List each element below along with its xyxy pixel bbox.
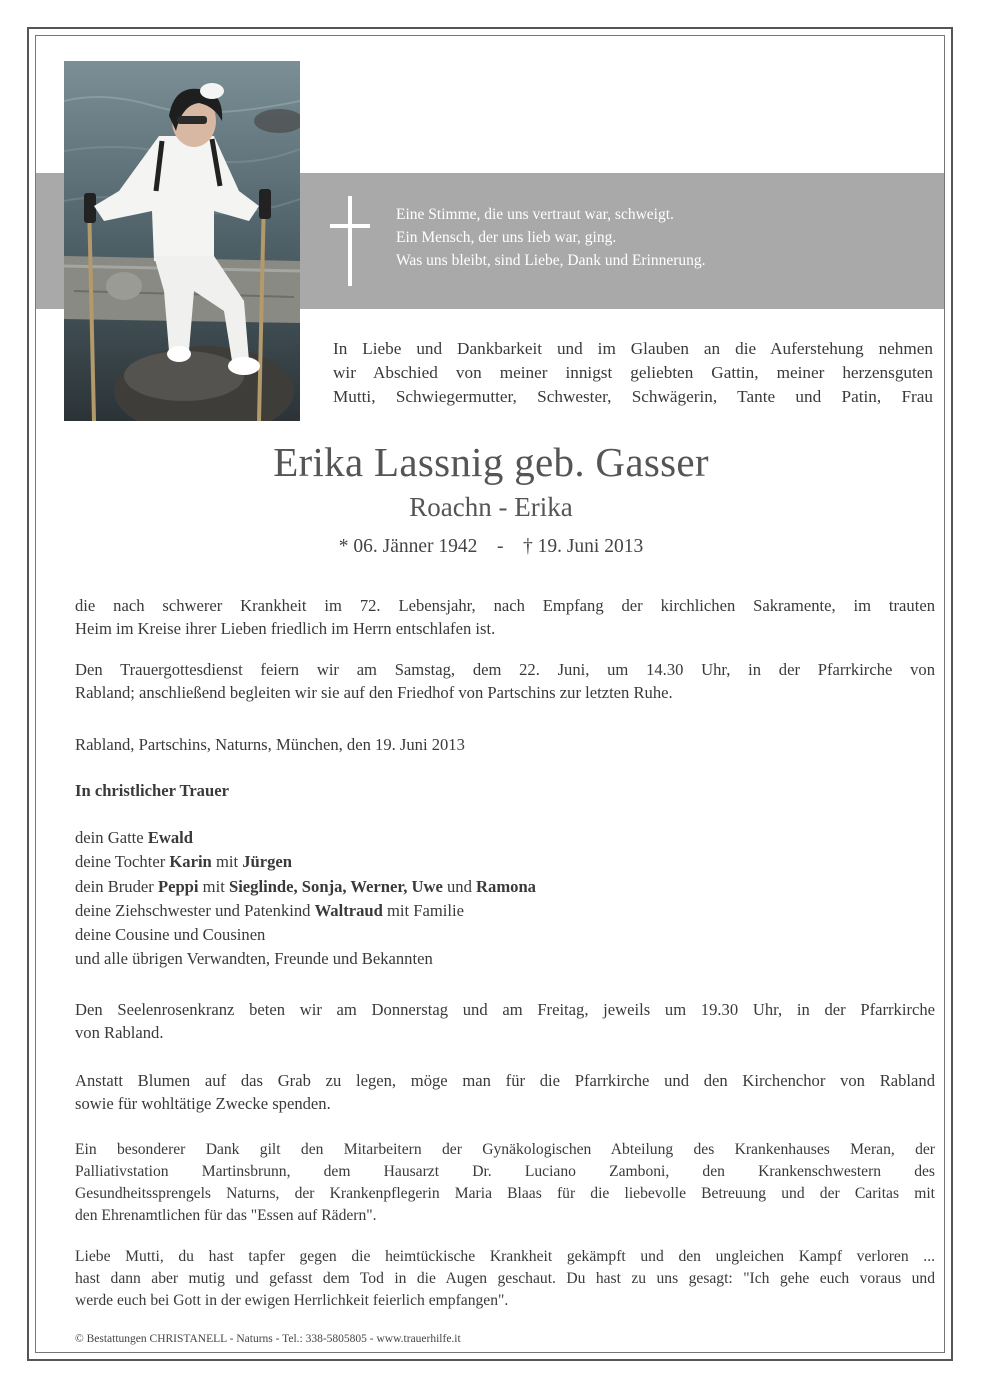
mourning-heading: In christlicher Trauer bbox=[75, 781, 229, 800]
family-text: mit Familie bbox=[382, 900, 464, 920]
paragraph-line: Gesundheitssprengels Naturns, der Krankenpflegerin Maria Blaas für die liebevolle Betreuung und der Caritas mit bbox=[75, 1185, 935, 1202]
family-name: Ewald bbox=[147, 828, 193, 847]
rosary-paragraph bbox=[75, 998, 935, 1044]
date-separator: - bbox=[496, 536, 504, 557]
family-line-cousins: deine Cousine und Cousinen bbox=[75, 925, 266, 945]
footer-credit: © Bestattungen CHRISTANELL - Naturns - Tel.: 338-5805805 - www.trauerhilfe.it bbox=[75, 1333, 461, 1345]
family-text: mit bbox=[211, 852, 243, 872]
poem-line: Ein Mensch, der uns lieb war, ging. bbox=[396, 229, 617, 246]
paragraph-line: Liebe Mutti, du hast tapfer gegen die heimtückische Krankheit gekämpft und den ungleichen Kampf verloren ... bbox=[75, 1248, 935, 1265]
death-date: † 19. Juni 2013 bbox=[522, 536, 644, 557]
service-paragraph bbox=[75, 658, 935, 704]
intro-line: Mutti, Schwiegermutter, Schwester, Schwägerin, Tante und Patin, Frau bbox=[333, 387, 933, 406]
birth-date: * 06. Jänner 1942 bbox=[338, 536, 478, 557]
paragraph-line: Den Trauergottesdienst feiern wir am Samstag, dem 22. Juni, um 14.30 Uhr, in der Pfarrkirche von bbox=[75, 660, 935, 679]
thanks-paragraph bbox=[75, 1139, 935, 1227]
flowers-paragraph bbox=[75, 1069, 935, 1115]
paragraph-line: Heim im Kreise ihrer Lieben friedlich im Herrn entschlafen ist. bbox=[75, 619, 496, 638]
intro-line: wir Abschied von meiner innigst geliebten Gattin, meiner herzensguten bbox=[333, 363, 933, 382]
family-name: Karin bbox=[169, 852, 212, 872]
life-dates bbox=[0, 536, 982, 558]
paragraph-line: Anstatt Blumen auf das Grab zu legen, möge man für die Pfarrkirche und den Kirchenchor von Rabland bbox=[75, 1071, 935, 1090]
poem-line: Eine Stimme, die uns vertraut war, schweigt. bbox=[396, 206, 674, 223]
paragraph-line: hast dann aber mutig und gefasst dem Tod in die Augen geschaut. Du hast zu uns gesagt: "Ich gehe euch voraus und bbox=[75, 1270, 935, 1287]
family-text: deine Ziehschwester und Patenkind bbox=[75, 900, 315, 920]
paragraph-line: Rabland; anschließend begleiten wir sie auf den Friedhof von Partschins zur letzten Ruhe. bbox=[75, 683, 673, 702]
family-text: und bbox=[442, 876, 477, 896]
memorial-poem bbox=[396, 203, 706, 272]
family-line-daughter bbox=[75, 850, 536, 874]
paragraph-line: die nach schwerer Krankheit im 72. Lebensjahr, nach Empfang der kirchlichen Sakramente, im trauten bbox=[75, 596, 935, 615]
death-paragraph bbox=[75, 594, 935, 640]
family-line-others: und alle übrigen Verwandten, Freunde und Bekannten bbox=[75, 949, 433, 969]
place-date: Rabland, Partschins, Naturns, München, den 19. Juni 2013 bbox=[75, 735, 465, 754]
family-name: Peppi bbox=[157, 876, 199, 896]
family-line-fostersister bbox=[75, 899, 536, 923]
poem-line: Was uns bleibt, sind Liebe, Dank und Erinnerung. bbox=[396, 252, 706, 269]
paragraph-line: sowie für wohltätige Zwecke spenden. bbox=[75, 1094, 331, 1113]
family-name: Jürgen bbox=[242, 852, 293, 872]
paragraph-line: Palliativstation Martinsbrunn, dem Hausarzt Dr. Luciano Zamboni, den Krankenschwestern des bbox=[75, 1163, 935, 1180]
family-text: dein Gatte bbox=[75, 828, 148, 847]
deceased-name: Erika Lassnig geb. Gasser bbox=[273, 439, 709, 485]
family-list bbox=[75, 826, 536, 972]
family-text: deine Tochter bbox=[75, 852, 170, 872]
paragraph-line: Den Seelenrosenkranz beten wir am Donnerstag und am Freitag, jeweils um 19.30 Uhr, in der Pfarrkirche bbox=[75, 1000, 935, 1019]
family-name: Sieglinde, Sonja, Werner, Uwe bbox=[228, 876, 443, 896]
deceased-nickname: Roachn - Erika bbox=[409, 492, 573, 522]
paragraph-line: werde euch bei Gott in der ewigen Herrlichkeit feierlich empfangen". bbox=[75, 1292, 509, 1309]
paragraph-line: Ein besonderer Dank gilt den Mitarbeitern der Gynäkologischen Abteilung des Krankenhauses Meran, der bbox=[75, 1141, 935, 1158]
family-text: dein Bruder bbox=[75, 876, 158, 896]
farewell-paragraph bbox=[75, 1246, 935, 1312]
intro-text bbox=[333, 337, 933, 409]
family-line-brother bbox=[75, 875, 536, 899]
paragraph-line: von Rabland. bbox=[75, 1023, 164, 1042]
family-line-spouse bbox=[75, 826, 536, 850]
portrait-photo bbox=[64, 61, 300, 421]
family-name: Waltraud bbox=[314, 900, 383, 920]
intro-line: In Liebe und Dankbarkeit und im Glauben an die Auferstehung nehmen bbox=[333, 339, 933, 358]
family-text: mit bbox=[198, 876, 229, 896]
cross-icon bbox=[330, 196, 370, 286]
paragraph-line: den Ehrenamtlichen für das "Essen auf Rädern". bbox=[75, 1207, 377, 1224]
family-name: Ramona bbox=[476, 876, 536, 896]
